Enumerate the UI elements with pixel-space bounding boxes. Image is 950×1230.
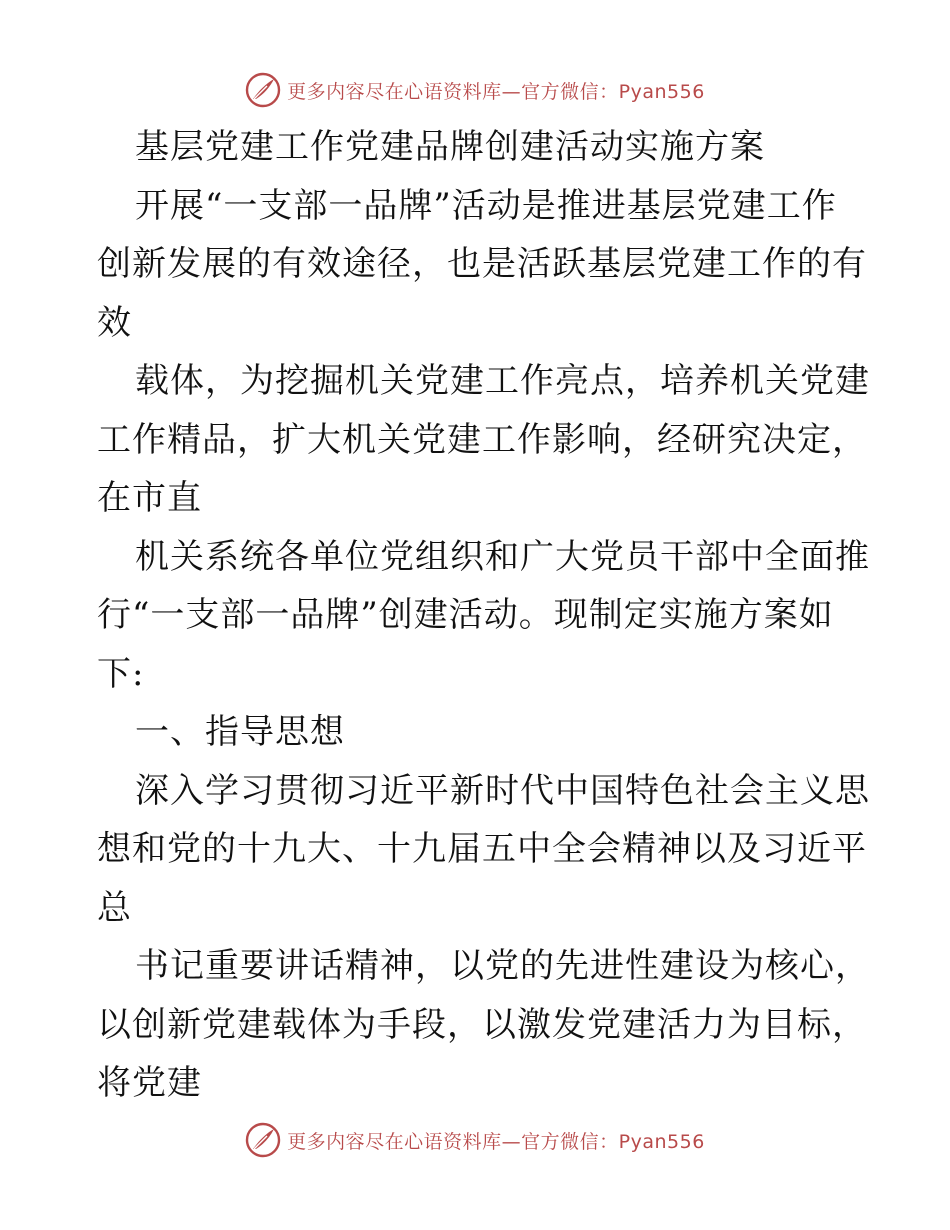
paragraph-line: 行“一支部一品牌”创建活动。现制定实施方案如 [97, 595, 834, 635]
feather-pen-logo-icon [245, 1122, 281, 1158]
paragraph-line: 总 [97, 887, 132, 928]
watermark-text: 更多内容尽在心语资料库—官方微信：Pyan556 [287, 1130, 705, 1153]
document-body [97, 118, 870, 1113]
paragraph-line: 创新发展的有效途径，也是活跃基层党建工作的有 [97, 244, 867, 284]
paragraph-line: 载体，为挖掘机关党建工作亮点，培养机关党建 [135, 361, 870, 401]
section-heading: 一、指导思想 [135, 712, 345, 752]
paragraph-line: 效 [97, 302, 132, 343]
paragraph-line: 在市直 [97, 478, 202, 518]
paragraph-line: 想和党的十九大、十九届五中全会精神以及习近平 [97, 829, 867, 869]
paragraph-line: 机关系统各单位党组织和广大党员干部中全面推 [135, 536, 870, 577]
watermark-banner-bottom [0, 1118, 950, 1162]
feather-pen-logo-icon [245, 72, 281, 108]
paragraph-line: 开展“一支部一品牌”活动是推进基层党建工作 [135, 185, 837, 226]
paragraph-line: 下: [97, 653, 145, 694]
paragraph-line: 工作精品，扩大机关党建工作影响，经研究决定， [97, 419, 867, 460]
paragraph-line: 以创新党建载体为手段，以激发党建活力为目标， [97, 1004, 867, 1045]
paragraph-line: 将党建 [97, 1063, 202, 1103]
paragraph-line: 书记重要讲话精神，以党的先进性建设为核心， [135, 946, 870, 986]
watermark-banner-top [0, 68, 950, 112]
paragraph-line: 深入学习贯彻习近平新时代中国特色社会主义思 [135, 770, 870, 811]
watermark-text: 更多内容尽在心语资料库—官方微信：Pyan556 [287, 80, 705, 103]
document-title: 基层党建工作党建品牌创建活动实施方案 [135, 127, 765, 167]
